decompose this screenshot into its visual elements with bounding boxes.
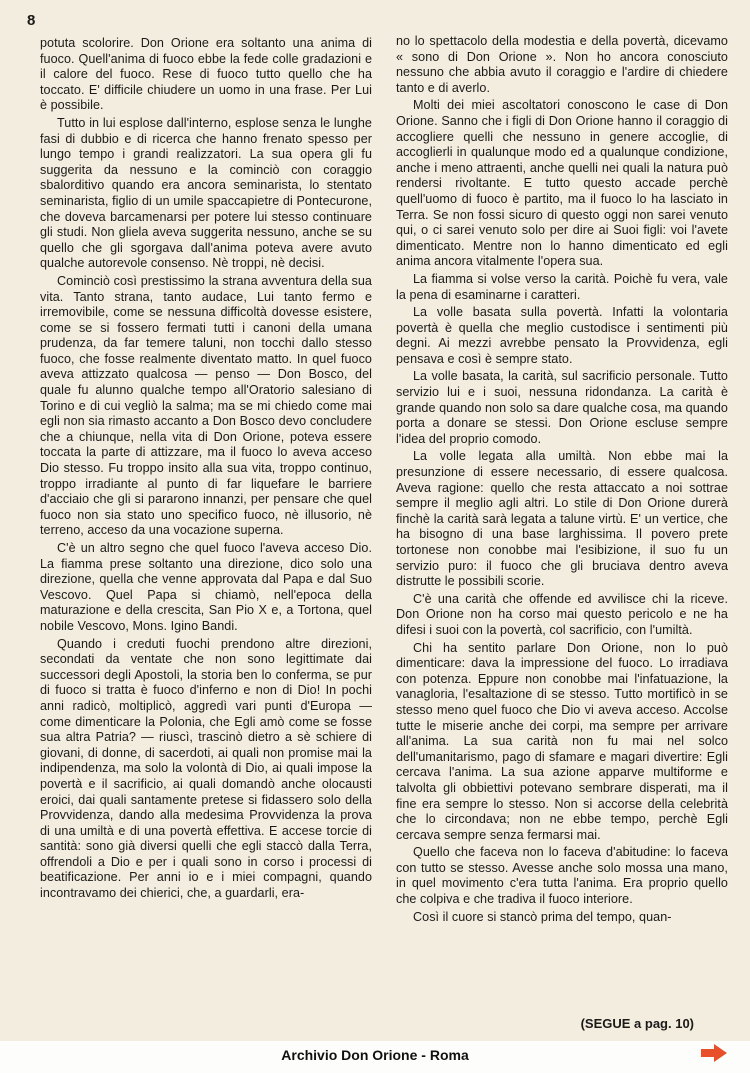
paragraph: no lo spettacolo della modestia e della povertà, dicevamo « sono di Don Orione ». Non ho ancora conosciuto nessuno che abbia avuto il coraggio e l'ardire di chiedere tanto e di averlo. xyxy=(396,34,728,95)
paragraph: C'è un altro segno che quel fuoco l'aveva acceso Dio. La fiamma prese soltanto una direzione, dico solo una direzione, quella che venne approvata dal Papa e dal Suo Vescovo. Quel Papa si chiamò, nell'epoca della maturazione e della crescita, San Pio X e, a Tortona, quel nobile Vescovo, Mons. Igino Bandi. xyxy=(40,541,372,633)
paragraph: La volle legata alla umiltà. Non ebbe mai la presunzione di essere necessario, di essere qualcosa. Aveva ragione: quello che resta attaccato a noi sottrae sempre il meglio agli altri. Lo stile di Don Orione durerà finchè la carità sarà legata a talune virtù. E' un vertice, che ha bisogno di una base larghissima. Il povero prete tortonese non conobbe mai l'esibizione, il suo fu un servizio puro: il fuoco che gli bruciava dentro aveva distrutte le possibili scorie. xyxy=(396,449,728,589)
left-column xyxy=(40,36,372,902)
paragraph: potuta scolorire. Don Orione era soltanto una anima di fuoco. Quell'anima di fuoco ebbe la fede colle gradazioni e il calore del fuoco. Rese di fuoco tutto quello che ha toccato. E' difficile chiudere un uomo in una frase. Per Lui è possibile. xyxy=(40,36,372,113)
paragraph: C'è una carità che offende ed avvilisce chi la riceve. Don Orione non ha corso mai questo pericolo e ne ha difesi i suoi con la povertà, col sacrificio, con l'umiltà. xyxy=(396,591,728,637)
next-arrow-icon[interactable] xyxy=(700,1043,728,1063)
paragraph: Molti dei miei ascoltatori conoscono le case di Don Orione. Sanno che i figli di Don Orione hanno il coraggio di accogliere quelli che nessuno in genere accoglie, di accoglierli in qualunque modo ed a qualunque condizione, anche i meno attraenti, anche quelli nei quali la natura può rendersi rivoltante. E tutto questo accade perchè quell'uomo di fuoco è partito, ma il fuoco lo ha lasciato in Terra. Se non fossi sicuro di questo oggi non sarei venuto qui, o ci sarei venuto solo per dire ai Suoi figli: voi l'avete dimenticato. Mentre non lo hanno dimenticato ed egli anima ancora vitalmente l'opera sua. xyxy=(396,98,728,269)
paragraph: La volle basata sulla povertà. Infatti la volontaria povertà è quella che meglio custodisce i sentimenti più degni. Ai mezzi avrebbe pensato la Provvidenza, egli pensava e così è sempre stato. xyxy=(396,305,728,366)
paragraph: Cominciò così prestissimo la strana avventura della sua vita. Tanto strana, tanto audace, Lui tanto fermo e irremovibile, come se nessuna difficoltà dovesse esistere, come se si fossero fermati tutti i canoni della umana prudenza, da far temere taluni, non tocchi dallo stesso fuoco, che fosse realmente diventato matto. In quel fuoco aveva attizzato qualcosa — penso — Don Bosco, del quale fu alunno qualche tempo all'Oratorio salesiano di Torino e di cui vegliò la salma; ma se mi chiedo come mai egli non sia rimasto accanto a Don Bosco devo concludere che a chiunque, nella vita di Don Orione, poteva essere toccata la parte di attizzare, ma il fuoco lo aveva acceso Dio stesso. Fu troppo insito alla sua vita, troppo continuo, troppo irradiante al punto di far liquefare le barriere d'acciaio che gli si pararono innanzi, per pensare che quel fuoco non sia stato uno specifico fuoco, nè illusorio, nè terreno, acceso da una vocazione superna. xyxy=(40,273,372,538)
archive-footer: Archivio Don Orione - Roma xyxy=(281,1047,469,1063)
arrow-shape xyxy=(701,1044,727,1062)
paragraph: La fiamma si volse verso la carità. Poichè fu vera, vale la pena di esaminarne i caratteri. xyxy=(396,271,728,302)
paragraph: Chi ha sentito parlare Don Orione, non lo può dimenticare: dava la impressione del fuoco. Lo irradiava con potenza. Eppure non conobbe mai l'infatuazione, la vanagloria, l'esaltazione di se stesso. Tutto mortificò in se stesso meno quel fuoco che Dio vi aveva acceso. Accolse tutte le miserie anche dei corpi, ma sempre per arrivare all'anima. La sua carità non fu mai nel solco dell'umanitarismo, pago di sfamare e magari divertire: Egli cercava l'anima. La sua azione apparve multiforme e talvolta gli obbiettivi potevano sembrare disperati, ma il fine era sempre lo stesso. Non si accorse della celebrità che lo circondava; non ne ebbe tempo, perchè Egli cercava sempre senza fermarsi mai. xyxy=(396,640,728,842)
continued-note: (SEGUE a pag. 10) xyxy=(580,1016,694,1031)
page-number: 8 xyxy=(27,12,36,29)
paragraph: Quando i creduti fuochi prendono altre direzioni, secondati da ventate che non sono legittimate dai successori degli Apostoli, la storia ben lo conferma, se pur di fuoco si tratta è fuoco d'inferno e non di Dio! In pochi anni radicò, moltiplicò, aggredì vari punti d'Europa — come dimenticare la Polonia, che Egli amò come se fosse sua altra Patria? — riuscì, trascinò dietro a sè schiere di giovani, di donne, di sacerdoti, ai quali non promise mai la indipendenza, ma solo la volontà di Dio, ai quali impose la povertà e il sacrificio, ai quali domandò anche olocausti eroici, dai quali santamente pretese si fidassero solo della Provvidenza, dando alla medesima Provvidenza la prova di una umiltà e di una povertà effettiva. E accese torcie di santità: sono già diversi quelli che egli staccò dalla Terra, offrendoli a Dio e per i quali sono in corso i processi di beatificazione. Per anni io e i miei compagni, quando incontravamo dei chierici, che, a guardarli, era- xyxy=(40,636,372,901)
paragraph: Tutto in lui esplose dall'interno, esplose senza le lunghe fasi di dubbio e di ricerca che hanno frenato spesso per lungo tempo i grandi realizzatori. La sua opera gli fu suggerita da nessuno e la cominciò con coraggio sbalorditivo quando era ancora seminarista, lo stentato seminarista, figlio di un umile spaccapietre di Pontecurone, che doveva barcamenarsi per potere lui stesso continuare gli studi. Non gliela aveva suggerita nessuno, anche se su quello che gli sgorgava dall'anima poteva avere avuto qualche autorevole consenso. Nè troppi, nè decisi. xyxy=(40,115,372,271)
paragraph: Così il cuore si stancò prima del tempo, quan- xyxy=(413,909,672,924)
paragraph: La volle basata, la carità, sul sacrificio personale. Tutto servizio lui e i suoi, nessuna ridondanza. La carità è grande quando non solo sa dare qualche cosa, ma quando porta a donare se stessi. Don Orione escluse sempre l'idea del proprio comodo. xyxy=(396,369,728,446)
paragraph: Quello che faceva non lo faceva d'abitudine: lo faceva con tutto se stesso. Avesse anche solo mossa una mano, in quel movimento c'era tutta l'anima. Era proprio quello che colpiva e che tradiva il fuoco interiore. xyxy=(396,845,728,907)
right-column xyxy=(396,34,728,925)
